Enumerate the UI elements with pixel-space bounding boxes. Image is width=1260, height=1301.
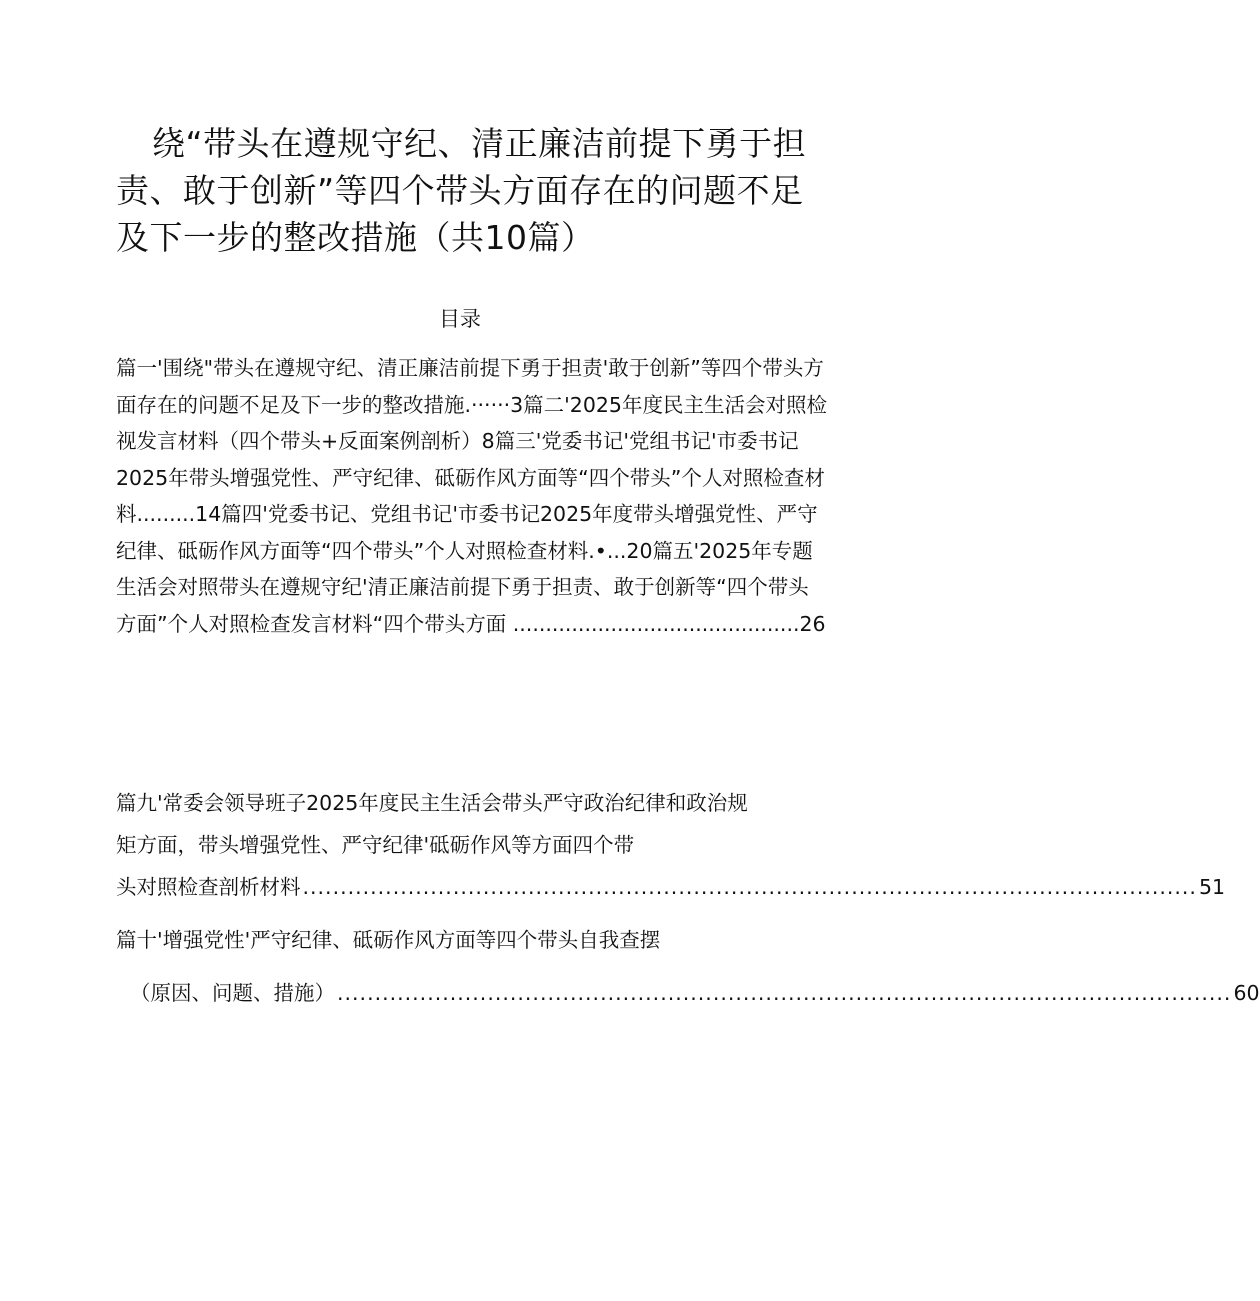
toc-entry-9-line-1: 篇九'常委会领导班子2025年度民主生活会带头严守政治纪律和政治规: [116, 791, 748, 815]
toc-entry-10-line-2: [130, 978, 1260, 1008]
toc-entry-10-leader: .......................................................................................................................: [337, 981, 1232, 1005]
toc-entry-10-page: 60: [1233, 981, 1260, 1005]
toc-entry-9-page: 51: [1198, 875, 1226, 899]
toc-heading: 目录: [439, 307, 481, 331]
document-title: 绕“带头在遵规守纪、清正廉洁前提下勇于担责、敢于创新”等四个带头方面存在的问题不足及下一步的整改措施（共10篇）: [116, 124, 807, 257]
toc-paragraph-dots: ............................................: [506, 611, 800, 636]
toc-entry-9-text: 头对照检查剖析材料: [116, 875, 301, 899]
toc-entry-10-text: （原因、问题、措施）: [130, 981, 335, 1005]
toc-paragraph: [116, 350, 828, 642]
toc-entry-9-line-2: 矩方面，带头增强党性、严守纪律'砥砺作风等方面四个带: [116, 833, 635, 857]
toc-entry-9-line-3: [116, 872, 1226, 902]
toc-entry-10-line-1: 篇十'增强党性'严守纪律、砥砺作风方面等四个带头自我查摆: [116, 928, 661, 952]
toc-paragraph-page: 26: [799, 611, 826, 636]
toc-paragraph-text: 篇一'围绕"带头在遵规守纪、清正廉洁前提下勇于担责'敢于创新”等四个带头方面存在的问题不足及下一步的整改措施.······3篇二'2025年度民主生活会对照检视发言材料（四个带头+反面案例剖析）8篇三'党委书记'党组书记'市委书记2025年带头增强党性、严守纪律、砥砺作风方面等“四个带头”个人对照检查材料.........14篇四'党委书记、党组书记'市委书记2025年度带头增强党性、严守纪律、砥砺作风方面等“四个带头”个人对照检查材料.•...20篇五'2025年专题生活会对照带头在遵规守纪'清正廉洁前提下勇于担责、敢于创新等“四个带头方面”个人对照检查发言材料“四个带头方面: [116, 356, 827, 636]
toc-entry-9-leader: .......................................................................................................................: [302, 875, 1197, 899]
